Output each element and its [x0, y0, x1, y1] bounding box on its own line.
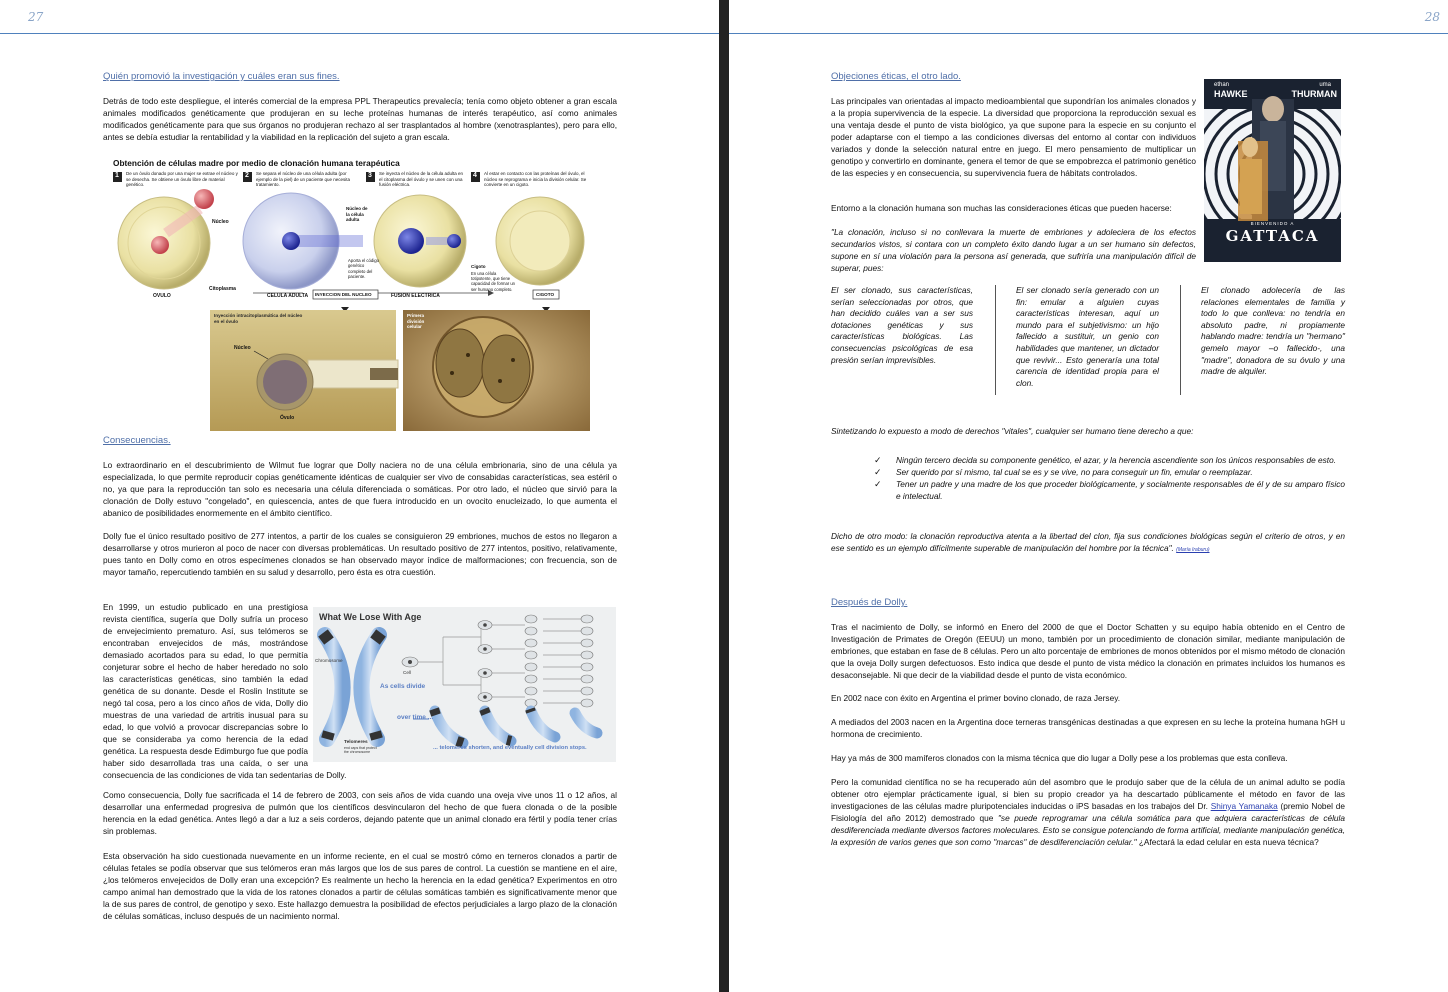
paragraph-1999-text: En 1999, un estudio publicado en una prestigiosa revista científica, sugería que Dolly sufría un proceso de envejecimiento prematuro. Así, sus telómeros se encontraban envejecidos de más, mostrándose demasiado acortados para su edad, lo que permitía conjeturar sobre el hecho de haber heredado no solo las características genéticas, sino también la edad genética de su donante. Desde el Roslin Institute se negó tal cosa, pero a los cinco años de vida, Dolly dio muestras de una variedad de artritis inusual para su edad, lo que volvió a provocar discrepancias sobre lo que se consideraba ya como herencia de la edad genética. La respuesta desde Edimburgo fue que podía haber sido desarrollada tras una caída, o ser una consecuencia de las condiciones de vida tan sedentarias de Dolly.: [103, 602, 347, 780]
yamanaka-link[interactable]: Shinya Yamanaka: [1210, 801, 1278, 811]
paragraph-schatten: Tras el nacimiento de Dolly, se informó en Enero del 2000 de que el Doctor Schatten y su equipo había obtenido en el Centro de Investigación de Primates de Oregón (EEUU) un mono, también por un procedimiento de clonación similar, mediante manipulación de embriones, que estaban en fase de 8 células. Pero un alto porcentaje de embriones de monos obtenidos por el mismo método de clonación que la oveja Dolly surgen defectuosos. Esto indica que desde el punto de vista médico la clonación en primates incluidos los humanos es desaconsejable. Ni que decir de la viabilidad desde el punto de vista económico.: [831, 622, 1345, 680]
poster-actor1-first: ethan: [1214, 82, 1230, 88]
heading-quien-promovio: Quién promovió la investigación y cuáles eran sus fines.: [103, 71, 340, 82]
label-chromosome: Chromosome: [315, 658, 343, 663]
book-spine: [719, 0, 729, 992]
extracted-nucleus: [194, 189, 214, 209]
label-cigoto-title: Cigoto: [471, 264, 486, 269]
paragraph-wilmut: Lo extraordinario en el descubrimiento de Wilmut fue lograr que Dolly naciera no de una célula embrionaria, sino de una célula ya especializada, lo que permite reproducir copias genéticamente idénticas de cualquier ser vivo de consabidas características, sea estéril o no, ya que para la reproducción tan solo es necesaria una célula diferenciada o somáticas. Por otro lado, el núcleo que sirvió para la clonación de Dolly estuvo "congelado", en quiescencia, antes de que fuera introducido en un ovocito enucleizado, lo que aumenta el abanico de posibilidades enormemente en el ámbito científico.: [103, 460, 617, 518]
paragraph-entorno: Entorno a la clonación humana son muchas las consideraciones éticas que pueden hacerse:: [831, 203, 1172, 213]
step-4-number: 4: [473, 172, 477, 179]
checkmark-icon: ✓: [874, 467, 882, 477]
paragraph-ppl: Detrás de todo este despliegue, el interés comercial de la empresa PPL Therapeutics prevalecía; tenía como objeto obtener a gran escala animales modificados genéticamente que produjeran en su leche proteínas humanas de interés terapéutico, así como animales modificados genéticamente para que sus órganos no produjeran rechazo al ser trasplantados al hombre (xenotrasplantes), pero para ello, antes se debía estudiar la rentabilidad y la viabilidad en la replicación del sujeto a gran escala.: [103, 96, 617, 142]
poster-actor2-first: uma: [1319, 82, 1331, 88]
infographic-title: Obtención de células madre por medio de clonación humana terapéutica: [113, 158, 400, 168]
label-citoplasma: Citoplasma: [209, 286, 236, 292]
poster-actor1-last: HAWKE: [1214, 89, 1248, 99]
adult-nucleus: [282, 232, 300, 250]
label-telomeres: Telomeres: [344, 740, 368, 745]
telomere-figure-spacer: [308, 601, 617, 761]
heading-objeciones: Objeciones éticas, el otro lado.: [831, 71, 961, 82]
label-cell: Cell: [403, 670, 411, 675]
rights-list: [874, 454, 1345, 502]
column-2: El ser clonado sería generado con un fin: emular a alguien cuyas características interesan, aquí un mundo para el subjetivismo: un hijo fallecido a sustituir, un genio con habilidades que mantener, un dictador que revivir... Esto generaría una total carencia de identidad propia para el clon.: [1016, 285, 1159, 388]
page-number-left: 27: [28, 10, 44, 24]
paragraph-principales: Las principales van orientadas al impacto medioambiental que supondrían los animales clonados y a la propia supervivencia de la especie. La diversidad que proporciona la reproducción sexual es una ventaja desde el punto de vista biológico, ya que supone para la especie en su conjunto el poder adaptarse con el tiempo a las condiciones diversas del entorno al contar con individuos variados y donde la selección natural entre en juego. El mero pensamiento de multiplicar un genotipo y convertirlo en dominante, genera el temor de que se empobrezca el patrimonio genético de las especies y en consecuencia, su supervivencia fuera de hábitats controlados.: [831, 96, 1196, 178]
checkmark-icon: ✓: [874, 479, 882, 489]
ovum-nucleus: [151, 236, 169, 254]
label-as-cells-divide: As cells divide: [380, 683, 426, 690]
quote-clonacion: "La clonación, incluso si no conllevara la muerte de embriones y adoleciera de los efectos secundarios vistos, si contara con un completo éxito dando lugar a un ser humano sin defectos, supone en sí una violación para la persona así generada, que sufriría una manipulación difícil de superar, pues:: [831, 227, 1196, 273]
left-page: [0, 0, 719, 992]
paragraph-2002: En 2002 nace con éxito en Argentina el primer bovino clonado, de raza Jersey.: [831, 693, 1121, 703]
step-2-number: 2: [245, 172, 249, 179]
photo1-label-nucleo: Núcleo: [234, 345, 251, 351]
label-over-time: over time ...: [397, 714, 434, 721]
label-telomeres-shorten: ... telomeres shorten, and eventually cell division stops.: [433, 745, 587, 751]
paragraph-sacrificada: Como consecuencia, Dolly fue sacrificada el 14 de febrero de 2003, con seis años de vida cuando una oveja vive unos 11 o 12 años, al desarrollar una enfermedad progresiva de pulmón que los científicos desvincularon del hecho de que fuera clonada o de la posible herencia en la edad genética. Antes llegó a dar a luz a seis corderos, dejando patente que un animal clonado era fértil y podía tener crías sin problemas.: [103, 790, 617, 836]
label-cigoto: CIGOTO: [536, 292, 555, 297]
cloning-infographic: [108, 155, 590, 431]
header-rule-right: [729, 33, 1448, 34]
step-2-text: Se separa el núcleo de una célula adulta (por ejemplo de la piel) de un paciente que necesita tratamiento.: [256, 171, 351, 187]
step-3-text: Se inyecta el núcleo de la célula adulta en el citoplasma del óvulo y se unen con una fusión eléctrica.: [379, 171, 464, 187]
paragraph-dicho-text: Dicho de otro modo: la clonación reproductiva atenta a la libertad del clon, fija sus condiciones biológicas según el criterio de otros, y en ese sentido es un ejemplo difícilmente superable de manipulación del hombre por la técnica".: [831, 531, 1345, 553]
page-number-right: 28: [1424, 10, 1440, 24]
heading-despues-de-dolly: Después de Dolly.: [831, 597, 908, 608]
telomere-figure-title: What We Lose With Age: [319, 612, 422, 622]
right-page: [729, 0, 1448, 992]
label-nucleo: Núcleo: [212, 219, 229, 225]
step-3-number: 3: [368, 172, 372, 179]
label-fusion: FUSION ELECTRICA: [391, 293, 440, 299]
checkmark-icon: ✓: [874, 455, 882, 465]
label-cigoto-text: En una célula totipotente, que tiene capacidad de formar un ser humano completo.: [471, 271, 515, 292]
column-3: El clonado adolecería de las relaciones elementales de familia y todo lo que conlleva: no tendría en absoluto padre, ni propiamente hablando madre: tendría un "hermano" gemelo mayor –o fallecido-, una "madre", donadora de su óvulo y una madre de alquiler.: [1201, 285, 1345, 377]
label-telomeres-sub: end caps that protect the chromosome: [344, 746, 377, 755]
paragraph-sintetizando: Sintetizando lo expuesto a modo de derechos "vitales", cualquier ser humano tiene derecho a que:: [831, 426, 1194, 436]
poster-actor2-last: THURMAN: [1291, 89, 1337, 99]
column-divider-2: [1180, 285, 1181, 395]
step-1-number: 1: [115, 172, 119, 179]
citation-link[interactable]: (María Iraburu): [1176, 547, 1210, 553]
heading-consecuencias: Consecuencias.: [103, 435, 171, 446]
paragraph-277-intentos: Dolly fue el único resultado positivo de 277 intentos, a partir de los cuales se consiguieron 29 embriones, muchos de estos no llegaron a desarrollarse y otros murieron al poco de nacer con diversas problemáticas. Un resultado positivo de 277 intentos, positivo, relativamente, pues tanto en Dolly como en otros especímenes clonados se han observado mayor índice de malformaciones; con frecuencia, son de mayor tamaño, repercutiendo también en su salud y desarrollo, pero ésta es otra cuestión.: [103, 531, 617, 577]
label-nucleo-celula-adulta: Núcleo de la célula adulta: [346, 206, 368, 222]
column-divider-1: [995, 285, 996, 395]
label-inyeccion: INYECCION DEL NUCLEO: [315, 292, 372, 297]
paragraph-dicho: [831, 530, 1345, 556]
label-ovulo: OVULO: [153, 293, 171, 299]
gattaca-poster: [1204, 79, 1341, 262]
label-celula-adulta: CELULA ADULTA: [267, 293, 309, 299]
step-4-text: Al estar en contacto con las proteínas del óvulo, el núcleo se reprograma e inicia la división celular. Se convierte en un cigoto.: [484, 171, 587, 187]
rights-item: ✓ Ningún tercero decida su componente genético, el azar, y la herencia ascendiente son los únicos responsables de esto.: [874, 455, 1337, 465]
paragraph-observacion: Esta observación ha sido cuestionada nuevamente en un informe reciente, en el cual se mostró cómo en terneros clonados a partir de células fetales se podía observar que sus telómeros eran más largos que los de sus pares de control. La cuestión se mantiene en el aire, ¿los telómeros envejecidos de Dolly eran una excepción? Es realmente un hecho la herencia en la edad genética? Experimentos en otro campo animal han demostrado que la vida de los ratones clonados a partir de células somáticas también es significativamente menor que la de sus pares de control, de genotipo y sexo. Este hallazgo demuestra la posibilidad de efectos perjudiciales a largo plazo de la clonación de células somáticas, incluso después de un nacimiento normal.: [103, 851, 617, 921]
paragraph-2003: A mediados del 2003 nacen en la Argentina doce terneras transgénicas destinadas a que expresen en su leche la proteína humana hGH u hormona de crecimiento.: [831, 717, 1345, 739]
photo1-label-ovulo: Óvulo: [280, 415, 295, 421]
paragraph-comunidad: Pero la comunidad científica no se ha recuperado aún del asombro que le produjo saber que de la célula de un animal adulto se podía obtener otro ejemplar prácticamente igual, si bien su propio creador ya ha descartado públicamente el método en favor de las investigaciones de las células madre pluripotenciales inducidas o iPS basadas en los trabajos del Dr. Shinya Yamanaka (premio Nobel de Fisiología del año 2012) demostrado que "se puede reprogramar una célula somática para que adquiera características de célula desdiferenciada mediante diversos factores moleculares. Esto se consigue potenciando de forma artificial, mediante manipulación genética, la expresión de varios genes que son como "marcas" de desdiferenciación celular." ¿Afectará la edad celular en esta nueva técnica?: [831, 777, 1345, 847]
poster-title: GATTACA: [1225, 227, 1320, 245]
poster-welcome: BIENVENIDO A: [1250, 221, 1295, 226]
column-1: El ser clonado, sus características, serían seleccionadas por otros, que han decidido cuáles van a ser sus dotaciones genéticas y sus características biológicas. Las consecuencias psicológicas de esa presión serían imprevisibles.: [831, 285, 973, 365]
paragraph-300-mamiferos: Hay ya más de 300 mamíferos clonados con la misma técnica que dio lugar a Dolly pese a los problemas que esta conlleva.: [831, 753, 1288, 763]
paragraph-1999-estudio: [103, 601, 617, 781]
header-rule-left: [0, 33, 719, 34]
photo2-caption: Primera división celular: [407, 313, 425, 330]
rights-item: ✓ Ser querido por sí mismo, tal cual se es y se vive, no para conseguir un fin, emular o reemplazar.: [874, 467, 1253, 477]
step-1-text: De un óvulo donado por una mujer se extrae el núcleo y se desecha. Se obtiene un óvulo libre de material genético.: [126, 171, 238, 187]
label-aporta: Aporta el código genético completo del paciente.: [348, 258, 380, 279]
photo1-caption: Inyección intracitoplasmática del núcleo en el óvulo: [214, 313, 303, 324]
rights-item: ✓ Tener un padre y una madre de los que proceder biológicamente, y socialmente responsables de él y de su amparo físico e intelectual.: [874, 479, 1345, 501]
